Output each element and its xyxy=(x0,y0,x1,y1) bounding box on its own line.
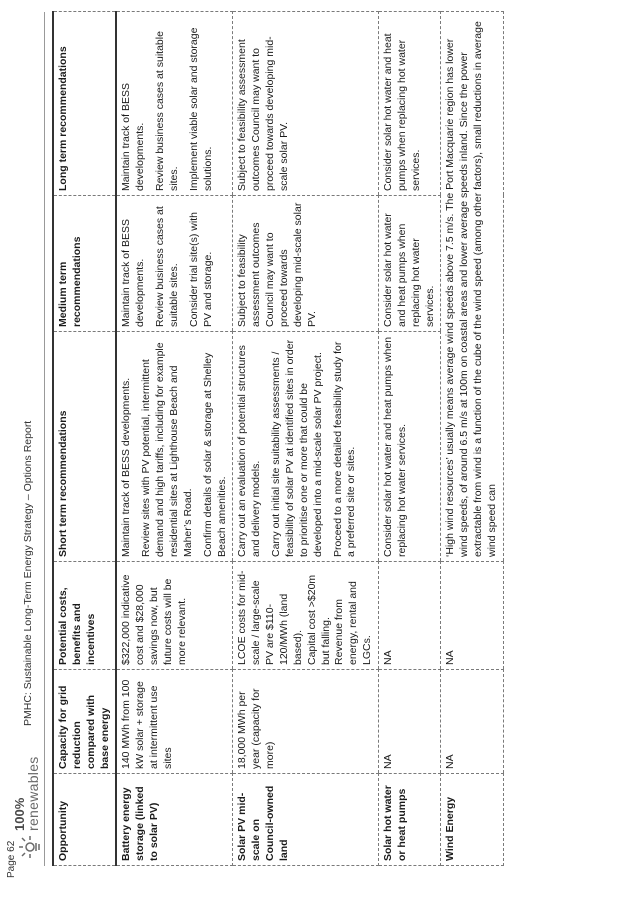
logo-word: renewables xyxy=(25,756,41,831)
short-term-item: Review sites with PV potential, intermittent demand and high tariffs, including for example residential sites at Lighthouse Beach and Maher’s Road. xyxy=(140,342,194,557)
options-table-container xyxy=(52,12,612,866)
long-term-item: Maintain track of BESS developments. xyxy=(120,83,147,191)
col-header-short-term: Short term recommendations xyxy=(53,332,116,562)
brand-logo xyxy=(12,751,44,861)
col-header-opportunity: Opportunity xyxy=(53,774,116,866)
medium-term-item: Consider trial site(s) with PV and storage. xyxy=(187,212,214,327)
table-header-row xyxy=(53,12,116,866)
table-row-battery xyxy=(116,12,233,866)
report-header xyxy=(8,21,48,861)
long-term-item: Review business cases at suitable sites. xyxy=(154,31,181,191)
long-term-item: Implement viable solar and storage solutions. xyxy=(187,27,214,191)
medium-term-item: Review business cases at suitable sites. xyxy=(154,206,181,327)
cell-opportunity: Solar hot water or heat pumps xyxy=(379,774,441,866)
costs-item: LCOE costs for mid-scale / large-scale PV are $110-120/MWh (land based). xyxy=(236,570,304,665)
table-row-wind xyxy=(441,12,503,866)
table-row-solar-hot-water xyxy=(379,12,441,866)
sun-icon xyxy=(18,835,40,859)
document-title: PMHC: Sustainable Long-Term Energy Strategy – Options Report xyxy=(22,420,34,726)
cell-opportunity: Wind Energy xyxy=(441,774,503,866)
cell-capacity: 140 MWh from 100 kW solar + storage at intermittent use sites xyxy=(116,670,233,774)
short-term-item: Maintain track of BESS developments. xyxy=(120,377,133,557)
cell-costs: $322,000 indicative cost and $28,000 savings now, but future costs will be more relevant. xyxy=(116,562,233,670)
cell-short-term: Consider solar hot water and heat pumps when replacing hot water services. xyxy=(379,332,441,562)
cell-costs: NA xyxy=(379,562,441,670)
cell-wind-note: ‘High wind resources’ usually means average wind speeds above 7.5 m/s. The Port Macquarie region has lower wind speeds, of around 6.5 m/s at 100m on coastal areas and lower average speeds inland. Since the power extractable from wind is a function of the cube of the wind speed (among other factors), small reductions in average wind speed can xyxy=(441,12,503,562)
costs-item: Revenue from energy, rental and LGCs. xyxy=(333,581,374,665)
col-header-medium-term: Medium term recommendations xyxy=(53,196,116,332)
cell-capacity: 18,000 MWh per year (capacity for more) xyxy=(233,670,379,774)
cell-medium-term: Consider solar hot water and heat pumps when replacing hot water services. xyxy=(379,196,441,332)
cell-capacity: NA xyxy=(441,670,503,774)
col-header-capacity: Capacity for grid reduction compared with base energy xyxy=(53,670,116,774)
cell-opportunity: Solar PV mid-scale on Council-owned land xyxy=(233,774,379,866)
col-header-long-term: Long term recommendations xyxy=(53,12,116,196)
cell-short-term xyxy=(116,332,233,562)
cell-long-term xyxy=(116,12,233,196)
cell-opportunity: Battery energy storage (linked to solar PV) xyxy=(116,774,233,866)
logo-number: 100% xyxy=(12,797,27,831)
cell-long-term: Consider solar hot water and heat pumps when replacing hot water services. xyxy=(379,12,441,196)
costs-item: Capital cost >$20m but falling. xyxy=(305,574,332,665)
short-term-item: Carry out initial site suitability assessments / feasibility of solar PV at identified sites in order to prioritise one or more that could be developed into a mid-scale solar PV project. xyxy=(270,339,324,557)
cell-capacity: NA xyxy=(379,670,441,774)
cell-long-term: Subject to feasibility assessment outcomes Council may want to proceed towards developing mid-scale solar PV. xyxy=(233,12,379,196)
page-number: Page 62 xyxy=(6,840,17,878)
short-term-item: Proceed to a more detailed feasibility study for a preferred site or sites. xyxy=(331,341,358,557)
options-table xyxy=(52,11,504,866)
cell-costs xyxy=(233,562,379,670)
table-row-solar-pv xyxy=(233,12,379,866)
cell-costs: NA xyxy=(441,562,503,670)
cell-short-term xyxy=(233,332,379,562)
short-term-item: Confirm details of solar & storage at Shelley Beach amenities. xyxy=(201,352,228,557)
short-term-item: Carry out an evaluation of potential structures and delivery models. xyxy=(236,345,263,557)
medium-term-item: Maintain track of BESS developments. xyxy=(120,219,147,327)
cell-medium-term xyxy=(116,196,233,332)
col-header-costs: Potential costs, benefits and incentives xyxy=(53,562,116,670)
header-divider xyxy=(44,12,45,866)
cell-medium-term: Subject to feasibility assessment outcomes Council may want to proceed towards developing mid-scale solar PV. xyxy=(233,196,379,332)
